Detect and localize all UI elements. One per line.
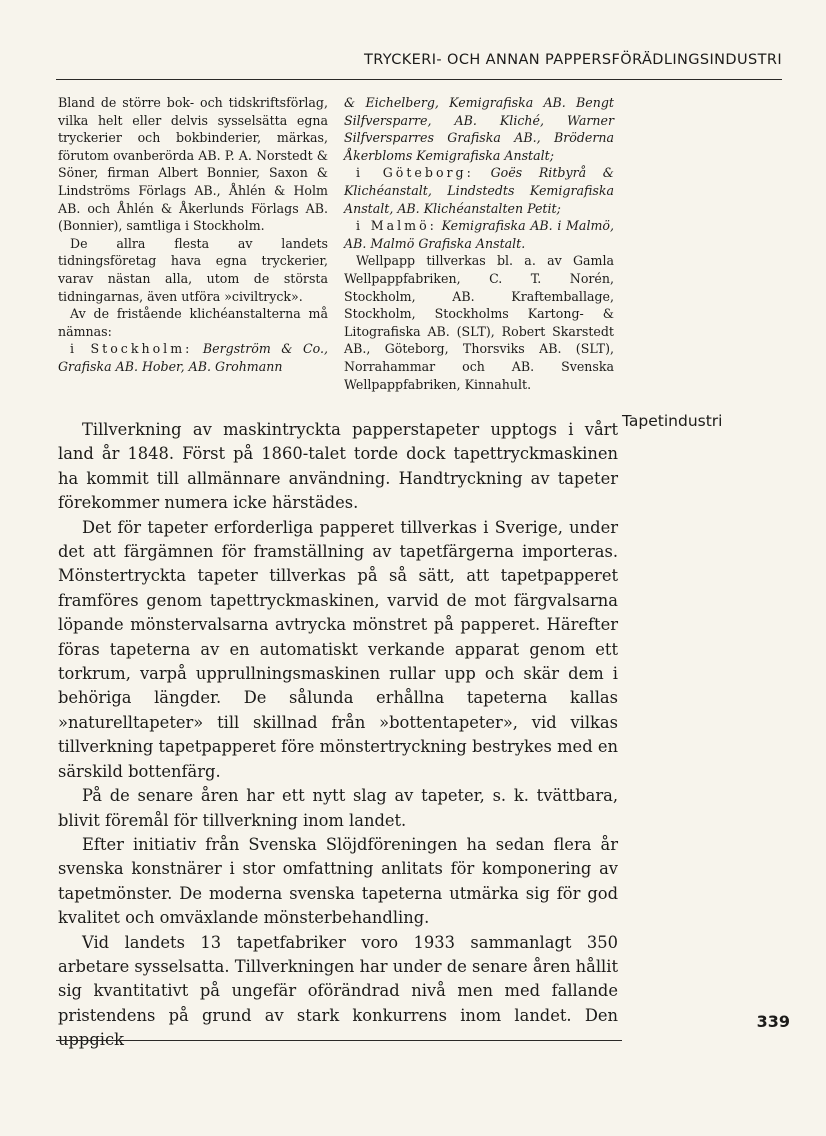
right-paragraph-2 [344,164,614,217]
header-rule [56,79,782,80]
city-goteborg: i Göteborg: [356,165,474,181]
left-column [58,94,328,376]
left-paragraph-1: Bland de större bok- och tidskriftsförlag, vilka helt eller delvis sysselsätta egna tryckerier och bokbinderier, märkas, förutom ovanberörda AB. P. A. Norstedt & Söner, firman Albert Bonnier, Saxon & Lindströms Förlags AB., Åhlén & Holm AB. och Åhlén & Åkerlunds Förlags AB. (Bonnier), samtliga i Stockholm. [58,95,328,234]
left-paragraph-2: De allra flesta av landets tidningsföretag hava egna tryckerier, varav nästan alla, utom de största tidningarnas, även utföra »civiltryck». [58,235,328,304]
right-column [344,94,614,393]
right-paragraph-1 [344,94,614,164]
margin-note: Tapetindustri [622,412,723,430]
left-paragraph-3: Av de fristående klichéanstalterna må nämnas: [58,306,328,339]
stockholm-list-continued: & Eichelberg, Kemigrafiska AB. Bengt Silfversparre, AB. Kliché, Warner Silfversparres Grafiska AB., Bröderna Åkerbloms Kemigrafiska Anstalt; [344,95,614,163]
running-head: TRYCKERI- OCH ANNAN PAPPERSFÖRÄDLINGSINDUSTRI [363,52,782,68]
main-paragraph-4: Efter initiativ från Svenska Slöjdföreningen ha sedan flera år svenska konstnärer i stor omfattning anlitats för komponering av tapetmönster. De moderna svenska tapeterna utmärka sig för god kvalitet och omväxlande mönsterbehandling. [58,834,618,928]
right-paragraph-3 [344,217,614,252]
main-paragraph-2: Det för tapeter erforderliga papperet tillverkas i Sverige, under det att färgämnen för framställning av tapetfärgerna importeras. Mönstertryckta tapeter tillverkas på så sätt, att tapetpapperet framföres genom tapettryckmaskinen, varvid de mot färgvalsarna löpande mönstervalsarna avtrycka mönstret på papperet. Härefter föras tapeterna av en automatiskt verkande apparat genom ett torkrum, varpå upprullningsmaskinen rullar upp och skär dem i behöriga längder. De sålunda erhållna tapeterna kallas »naturelltapeter» till skillnad från »bottentapeter», vid vilkas tillverkning tapetpapperet före mönstertryckning bestrykes med en särskild bottenfärg. [58,517,618,781]
main-paragraph-3: På de senare åren har ett nytt slag av tapeter, s. k. tvättbara, blivit föremål för tillverkning inom landet. [58,786,618,830]
page-number: 339 [756,1012,790,1031]
malmo-list: Kemigrafiska AB. i Malmö, AB. Malmö Grafiska Anstalt. [344,218,614,251]
footer-rule [56,1040,622,1041]
goteborg-list: Goës Ritbyrå & Klichéanstalt, Lindstedts Kemigrafiska Anstalt, AB. Klichéanstalten Petit; [344,165,614,216]
main-paragraph-1: Tillverkning av maskintryckta papperstapeter upptogs i vårt land år 1848. Först på 1860-talet torde dock tapettryckmaskinen ha kommit till allmännare användning. Handtryckning av tapeter förekommer numera icke härstädes. [58,420,618,513]
stockholm-list: Bergström & Co., Grafiska AB. Hober, AB. Grohmann [58,341,328,374]
city-stockholm: i Stockholm: [70,341,193,357]
city-malmo: i Malmö: [356,218,437,234]
right-paragraph-4: Wellpapp tillverkas bl. a. av Gamla Wellpappfabriken, C. T. Norén, Stockholm, AB. Kraftemballage, Stockholm, Stockholms Kartong- & Litografiska AB. (SLT), Robert Skarstedt AB., Göteborg, Thorsviks AB. (SLT), Norrahammar och AB. Svenska Wellpappfabriken, Kinnahult. [344,253,614,392]
main-text [58,418,618,1053]
main-paragraph-5: Vid landets 13 tapetfabriker voro 1933 sammanlagt 350 arbetare sysselsatta. Tillverkningen har under de senare åren hållit sig kvantitativt på ungefär oförändrad nivå men med fallande pristendens på grund av stark konkurrens inom landet. Den uppgick [58,932,618,1050]
left-paragraph-4 [58,340,328,375]
